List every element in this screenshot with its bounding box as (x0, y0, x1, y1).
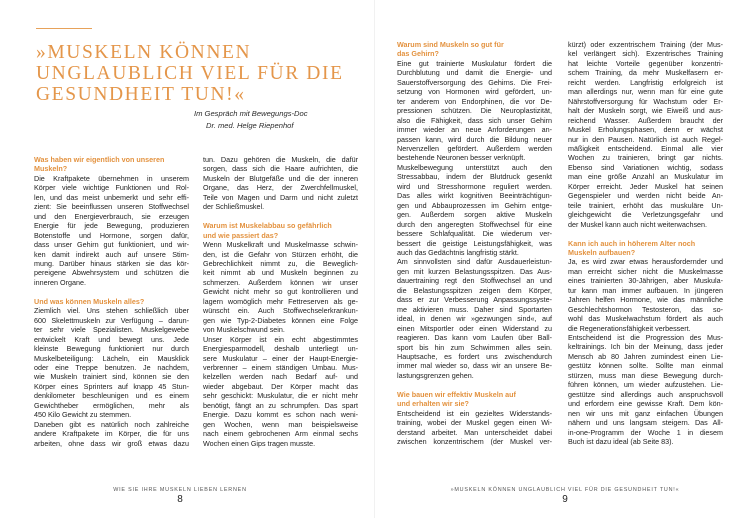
body-text-line: tur kann man immer aufbauen. In jüngeren (568, 285, 723, 295)
body-text-line: keit nimmt ab und Muskeln beginnen zu (203, 268, 358, 278)
body-text-line: halt der Muskeln sorgt, wie Eiweiß und aus- (568, 106, 723, 116)
body-text-line: gen wie Typ-2-Diabetes können eine Folge (203, 315, 358, 325)
body-text-line: reichend Wasser. Außerdem braucht der (568, 115, 723, 125)
body-text-line: Ebenso sind Variationen wichtig, sodass (568, 162, 723, 172)
body-text-line: von Muskelschwund sein. (203, 325, 285, 335)
body-text-line: Gewichtheber ermöglichen, mehr als (34, 400, 189, 410)
body-text-line: nähern und uns langsam steigern. Das All- (568, 418, 723, 428)
section-heading-line: Und was können Muskeln alles? (34, 296, 145, 306)
body-text-line: Mensch ab 80 Jahren zumindest einen Lie- (568, 351, 723, 361)
body-text-line: 450 Kilo Gewicht zu stemmen. (34, 410, 132, 420)
section-heading-line: Warum ist Muskelabbau so gefährlich (203, 221, 332, 231)
interview-byline-line: Im Gespräch mit Bewegungs-Doc (194, 109, 308, 118)
body-text-line: Botenstoffe und Hormone, sorgen dafür, (34, 230, 189, 240)
section-heading-line: Warum sind Muskeln so gut für (397, 40, 504, 49)
body-text-line: lagern womöglich mehr Fettreserven als ge- (203, 296, 358, 306)
body-text-line: wohl das Muskelwachstum fördert als auch (568, 314, 723, 324)
body-text-line: Entscheidend ist die Progression des Mus- (568, 333, 723, 343)
page-number: 9 (562, 494, 568, 505)
body-text-line: passen kann, wird durch die Bildung neuer (397, 134, 552, 144)
body-text-line: hat leichte Vorteile gegenüber konzentri- (568, 58, 723, 68)
body-text-line: Nervenzellen gefördert. Außerdem werden (397, 143, 552, 153)
body-text-line: derstand arbeitet. Man unterscheidet dabei (397, 427, 552, 437)
body-text-line: wünscht ein. Auch Stoffwechselerkrankun- (203, 306, 358, 316)
right-page (375, 0, 750, 518)
running-footer: »MUSKELN KÖNNEN UNGLAUBLICH VIEL FÜR DIE GESUNDHEIT TUN!« (450, 487, 680, 493)
body-text-line: Teile von Magen und Darm und nicht zuletzt (203, 192, 358, 202)
body-text-line: pressionen schützen. Die Neuroplastizität, (397, 106, 552, 116)
body-text-line: der Schließmuskel. (203, 202, 265, 212)
body-text-line: Muskeln der Blutgefäße und die der inneren (203, 173, 358, 183)
body-text-line: andere Kraftpakete im Körper, die für uns (34, 429, 189, 439)
body-text-line: ideal, in denen wir »gezwungen sind«, auf (397, 314, 552, 324)
body-text-line: Körper erreicht. Jeder Muskel hat seinen (568, 181, 723, 191)
body-text-line: Körper eines Sprinters auf knapp 45 Stun- (34, 381, 189, 391)
body-text-line: in-one-Programm der Woche 1 in diesem (568, 427, 723, 437)
body-text-line: Muskelbewegung unterstützt auch den (397, 162, 552, 172)
body-text-line: Wenn Muskelkraft und Muskelmasse schwin- (203, 240, 358, 250)
body-text-line: Muskel Erholungsphasen, denn er wächst (568, 125, 723, 135)
body-text-line: Muskelbeteiligung: Lächeln, ein Mausklick (34, 353, 189, 363)
body-text-line: gen Wochen, wenn man beispielsweise (203, 419, 358, 429)
body-text-line: nur in den Pausen. Natürlich ist auch Regel- (568, 134, 723, 144)
body-text-line: Energie für jede Bewegung, produzieren (34, 221, 189, 231)
body-text-line: Ziemlich viel. Uns stehen schließlich über (34, 306, 189, 316)
text-column-left-1 (34, 155, 189, 448)
body-text-line: gleichgewicht die Verletzungsgefahr und (568, 210, 723, 220)
chapter-title (36, 42, 344, 105)
body-text-line: und den Energieverbrauch, sie erzeugen (34, 211, 189, 221)
body-text-line: immer mal wieder so, dass wir an unsere Be- (397, 361, 552, 371)
body-text-line: sere Muskulatur – einer der Haupt-Energie- (203, 353, 358, 363)
body-text-line: reicht werden. Langfristig erfolgreich ist (568, 77, 723, 87)
body-text-line: gen und Abbauprozessen im Gehirn entge- (397, 200, 552, 210)
body-text-line: oder eine Treppe benutzen. Je nachdem, (34, 362, 189, 372)
body-text-line: schem Training, da mehr Muskelfasern er- (568, 68, 723, 78)
interview-byline-line: Dr. med. Helge Riepenhof (206, 121, 294, 130)
body-text-line: Wochen einen Gips tragen musste. (203, 438, 316, 448)
body-text-line: Daneben gibt es natürlich noch zahlreiche (34, 419, 189, 429)
body-text-line: wieder abgebaut. Der Körper macht das (203, 381, 358, 391)
body-text-line: einen Mitsportler oder einen Widerstand zu (397, 323, 552, 333)
body-text-line: sehr geschickt: Muskulatur, die er nicht mehr (203, 391, 358, 401)
section-heading-line: Muskeln aufbauen? (568, 247, 636, 257)
section-heading-line: Muskeln? (34, 164, 68, 174)
section-heading-line: Kann ich auch in höherem Alter noch (568, 238, 696, 248)
paragraph-spacer (203, 212, 358, 221)
text-column-right-2 (568, 40, 723, 446)
body-text-line: die Belastungsspitzen zeigen dem Körper, (397, 285, 552, 295)
body-text-line: die Regenerationsfähigkeit verbessert. (568, 323, 691, 333)
section-heading-line: Was haben wir eigentlich von unseren (34, 155, 165, 164)
body-text-line: Sauerstoffversorgung des Gehirns. Die Frei- (397, 77, 552, 87)
body-text-line: arbeiten, ohne dass wir groß etwas dazu (34, 438, 189, 448)
body-text-line: sorgen, dass sich die Haare aufrichten, die (203, 164, 358, 174)
body-text-line: len, und das meist unbemerkt und sehr effi- (34, 192, 189, 202)
body-text-line: stürzen, muss man diese Bewegung durch- (568, 370, 723, 380)
body-text-line: Gebrechlichkeit nimmt zu, die Beweglich- (203, 258, 358, 268)
body-text-line: zient: Sie beeinflussen unseren Stoffwechsel (34, 202, 189, 212)
body-text-line: Organe, das Herz, der Zwerchfellmuskel, (203, 183, 358, 193)
body-text-line: wie Muskeln trainiert sind, können sie den (34, 372, 189, 382)
body-text-line: Das alles wirkt kognitiven Beeinträchtigun- (397, 191, 552, 201)
body-text-line: Nährstoffversorgung für Wachstum oder Er- (568, 96, 723, 106)
body-text-line: teile trainiert, erhöht das muskuläre Un- (568, 200, 723, 210)
body-text-line: dass er zur Verbesserung Anpassungssyste- (397, 295, 552, 305)
body-text-line: Energie. Dazu kommt es schon nach weni- (203, 410, 358, 420)
body-text-line: tun. Dazu gehören die Muskeln, die dafür (203, 155, 358, 164)
body-text-line: pereigene Abwehrsystem und schützen die (34, 268, 189, 278)
body-text-line: gestütze sind allerdings auch anspruchsvoll (568, 389, 723, 399)
paragraph-spacer (397, 380, 552, 389)
body-text-line: eines trainierten 30-Jährigen, aber Muskula- (568, 276, 723, 286)
body-text-line: ter sehr viele Spezialisten. Muskelgewebe (34, 325, 189, 335)
body-text-line: lastungsgrenzen gehen. (397, 370, 474, 380)
body-text-line: keltrainings. Ich bin der Meinung, dass jeder (568, 342, 723, 352)
body-text-line: der Muskel kann auch nicht weiterwachsen. (568, 219, 708, 229)
body-text-line: 600 Skelettmuskeln zur Verfügung – darun- (34, 315, 189, 325)
chapter-title-line: UNGLAUBLICH VIEL FÜR DIE (36, 63, 344, 84)
body-text-line: setzung von Hormonen wird gefördert, un- (397, 87, 552, 97)
body-text-line: nen wir uns mit ganz einfachen Übungen (568, 408, 723, 418)
body-text-line: training, wobei der Muskel gegen einen Wi- (397, 418, 552, 428)
body-text-line: ter anderem von Endorphinen, die vor De- (397, 96, 552, 106)
body-text-line: kelzellen werden nach Bedarf auf- und (203, 372, 358, 382)
body-text-line: Am sinnvollsten sind dafür Ausdauerleistun- (397, 257, 552, 267)
body-text-line: sport bis hin zum Schwimmen alles sein. (397, 342, 552, 352)
body-text-line: kleinste Bewegung funktioniert nur durch (34, 344, 189, 354)
body-text-line: inneren Organe. (34, 277, 86, 287)
section-heading-line: Wie bauen wir effektiv Muskeln auf (397, 389, 516, 399)
body-text-line: den, ist die Gefahr von Stürzen erhöht, die (203, 249, 358, 259)
text-column-left-2 (203, 155, 358, 448)
body-text-line: wird und Stresshormone reguliert werden. (397, 181, 552, 191)
body-text-line: Stressabbau, indem der Blutdruck gesenkt (397, 172, 552, 182)
body-text-line: verbrenner – einem ständigen Umbau. Mus- (203, 362, 358, 372)
body-text-line: immer wieder an neue Anforderungen an- (397, 125, 552, 135)
body-text-line: Ja, es wird zwar etwas herausfordernder und (568, 257, 723, 267)
body-text-line: entwickelt Kraft und bewegt uns. Jede (34, 334, 189, 344)
body-text-line: Gegenspieler und werden nicht beide An- (568, 191, 723, 201)
section-heading-line: und erhalten wir sie? (397, 399, 469, 409)
interview-byline (150, 108, 350, 132)
body-text-line: dass unser Gehirn gut funktioniert, und wir- (34, 240, 189, 250)
chapter-title-line: GESUNDHEIT TUN!« (36, 84, 246, 105)
body-text-line: Hauptsache, es fordert uns zwischendurch (397, 351, 552, 361)
body-text-line: und erfordern eine gewisse Kraft. Dem kön- (568, 399, 723, 409)
body-text-line: durch den angeregten Stoffwechsel für eine (397, 219, 552, 229)
body-text-line: Buch ist dazu ideal (ab Seite 83). (568, 437, 674, 447)
body-text-line: denkilometer beschleunigen und es einem (34, 391, 189, 401)
body-text-line: gen mit kurzen Belastungsspitzen. Das Aus- (397, 266, 552, 276)
chapter-title-line: »MUSKELN KÖNNEN (36, 42, 252, 63)
body-text-line: Körper viele wichtige Funktionen und Rol- (34, 183, 189, 193)
body-text-line: dauertraining regt den Stoffwechsel an und (397, 276, 552, 286)
body-text-line: auch das Gedächtnis langfristig stärkt. (397, 247, 519, 257)
body-text-line: man erreicht sicher nicht die Muskelmasse (568, 266, 723, 276)
paragraph-spacer (568, 229, 723, 238)
body-text-line: Jahren helfen Hormone, wie das männliche (568, 295, 723, 305)
body-text-line: kel verlängert sich). Exzentrisches Training (568, 49, 723, 59)
running-footer: WIE SIE IHRE MUSKELN LIEBEN LERNEN (113, 487, 247, 493)
body-text-line: reagieren. Das kann vom Laufen über Ball- (397, 333, 552, 343)
body-text-line: Eine gut trainierte Muskulatur fördert die (397, 58, 552, 68)
body-text-line: Unser Körper ist ein echt abgestimmtes (203, 334, 358, 344)
body-text-line: ken damit indirekt auch auf unsere Stim- (34, 249, 189, 259)
title-accent-rule (36, 28, 92, 29)
body-text-line: Durchblutung und damit die Energie- und (397, 68, 552, 78)
body-text-line: Geschlechtshormon Testosteron, das so- (568, 304, 723, 314)
section-heading-line: und wie passiert das? (203, 230, 279, 240)
body-text-line: Energiesparmodell, deshalb unterliegt un- (203, 344, 358, 354)
text-column-right-1 (397, 40, 552, 446)
section-heading-line: das Gehirn? (397, 49, 439, 59)
body-text-line: führen können, um wieder aufzustehen. Lie- (568, 380, 723, 390)
body-text-line: zwischen konzentrischem (der Muskel ver- (397, 437, 552, 447)
body-text-line: bessert die geistige Leistungsfähigkeit, was (397, 238, 552, 248)
body-text-line: mung. Darüber hinaus stärken sie das kör- (34, 258, 189, 268)
body-text-line: Die Kraftpakete übernehmen in unserem (34, 173, 189, 183)
page-number: 8 (177, 494, 183, 505)
body-text-line: Entscheidend ist ein gezieltes Widerstands- (397, 408, 552, 418)
body-text-line: bestehende Neuronen besser verknüpft. (397, 153, 526, 163)
paragraph-spacer (34, 287, 189, 296)
body-text-line: benötigt, fängt an zu schrumpfen. Das spart (203, 400, 358, 410)
body-text-line: kürzt) oder exzentrischem Training (der Mus- (568, 40, 723, 49)
body-text-line: nach einem gebrochenen Arm einmal sechs (203, 429, 358, 439)
body-text-line: also die Fähigkeit, dass sich unser Gehirn (397, 115, 552, 125)
body-text-line: schmerzen. Außerdem können wir unser (203, 277, 358, 287)
body-text-line: me aktivieren muss. Daher sind Sportarten (397, 304, 552, 314)
body-text-line: gen. Außerdem sorgen aktive Muskeln (397, 210, 552, 220)
body-text-line: mäßigkeit entscheidend. Einmal alle vier (568, 143, 723, 153)
body-text-line: gestütz können sollte. Sollte man einmal (568, 361, 723, 371)
body-text-line: man allerdings nur, wenn man für eine gute (568, 87, 723, 97)
body-text-line: bessere Schlafqualität. Die wiederum ver- (397, 229, 552, 239)
body-text-line: Gewicht nicht mehr so gut kontrollieren und (203, 287, 358, 297)
body-text-line: Wochen zu trainieren, bringt gar nichts. (568, 153, 723, 163)
body-text-line: man eine größe Anzahl an Muskulatur im (568, 172, 723, 182)
